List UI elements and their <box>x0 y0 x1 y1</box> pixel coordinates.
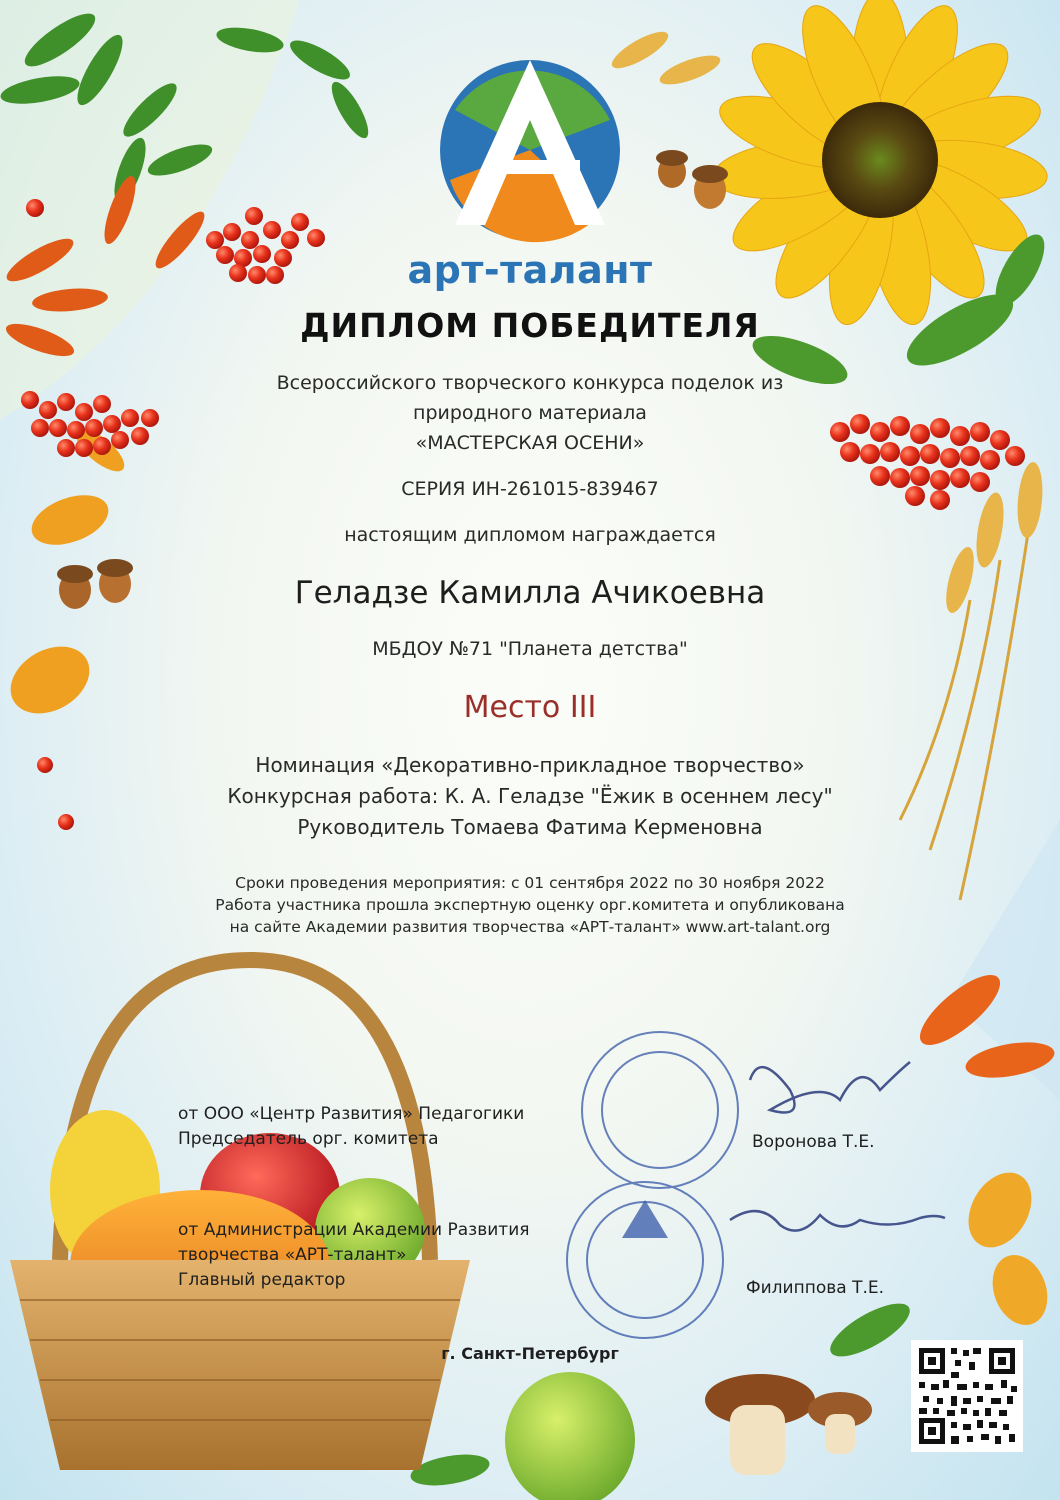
city: г. Санкт-Петербург <box>441 1344 619 1363</box>
review-line-2: на сайте Академии развития творчества «АРТ-талант» www.art-talant.org <box>229 918 831 936</box>
recipient-organization: МБДОУ №71 "Планета детства" <box>372 638 688 660</box>
competition-work: Конкурсная работа: К. А. Геладзе "Ёжик в осеннем лесу" <box>227 784 833 808</box>
org1-line-1: от ООО «Центр Развития» Педагогики <box>178 1104 525 1124</box>
diploma-title: ДИПЛОМ ПОБЕДИТЕЛЯ <box>300 306 760 345</box>
supervisor: Руководитель Томаева Фатима Керменовна <box>297 815 763 839</box>
event-info <box>0 872 1060 938</box>
org2-line-2: творчества «АРТ-талант» <box>178 1245 407 1265</box>
signer-1-name: Воронова Т.Е. <box>752 1132 875 1152</box>
org1-line-2: Председатель орг. комитета <box>178 1129 439 1149</box>
signer-2-name: Филиппова Т.Е. <box>746 1278 885 1298</box>
event-dates: Сроки проведения мероприятия: с 01 сентября 2022 по 30 ноября 2022 <box>235 874 825 892</box>
signature-block-2 <box>178 1218 529 1293</box>
series-number: СЕРИЯ ИН-261015-839467 <box>401 478 659 500</box>
signature-block-1 <box>178 1102 524 1152</box>
recipient-name: Геладзе Камилла Ачикоевна <box>294 575 766 611</box>
contest-line-1: Всероссийского творческого конкурса поделок из <box>276 372 784 394</box>
contest-line-2: природного материала <box>413 402 647 424</box>
org2-line-1: от Администрации Академии Развития <box>178 1220 530 1240</box>
contest-line-3: «МАСТЕРСКАЯ ОСЕНИ» <box>415 432 645 454</box>
nomination: Номинация «Декоративно-прикладное творчество» <box>255 753 805 777</box>
awarded-text: настоящим дипломом награждается <box>344 524 716 546</box>
place-award: Место III <box>463 690 597 725</box>
contest-description <box>0 368 1060 458</box>
brand-name: арт-талант <box>407 248 653 292</box>
review-line-1: Работа участника прошла экспертную оценку орг.комитета и опубликована <box>215 896 845 914</box>
qr-code-icon <box>911 1340 1023 1452</box>
work-details <box>0 750 1060 843</box>
org2-line-3: Главный редактор <box>178 1270 346 1290</box>
